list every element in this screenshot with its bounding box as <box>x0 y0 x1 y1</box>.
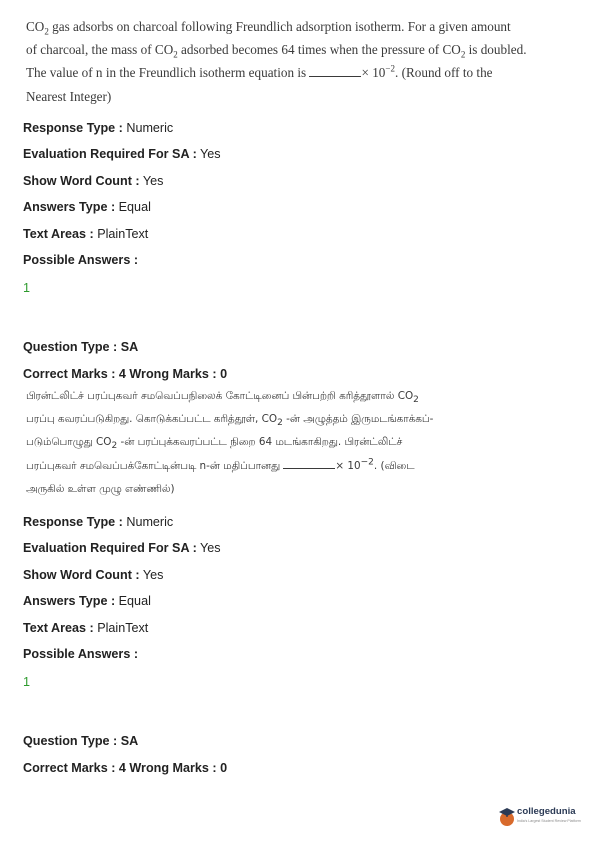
question-1-text <box>26 15 527 108</box>
marks-field: Correct Marks : 4 Wrong Marks : 0 <box>23 367 228 381</box>
question-type-field: Question Type : SA <box>23 340 139 354</box>
text-areas-field: Text Areas : PlainText <box>23 621 149 635</box>
logo-tagline: India's Largest Student Review Platform <box>517 819 581 823</box>
answer-blank <box>283 457 335 469</box>
question-line: Nearest Integer) <box>26 88 112 104</box>
answers-type-field: Answers Type : Equal <box>23 594 151 608</box>
marks-field: Correct Marks : 4 Wrong Marks : 0 <box>23 761 228 775</box>
text-areas-field: Text Areas : PlainText <box>23 227 149 241</box>
logo-name: collegedunia <box>517 806 576 817</box>
answers-type-field: Answers Type : Equal <box>23 200 151 214</box>
evaluation-required-field: Evaluation Required For SA : Yes <box>23 541 221 555</box>
question-line: The value of n in the Freundlich isotherm equation is × $10^{-2}$. (Round off to the <box>26 64 493 81</box>
question-line: of charcoal, the mass of $CO_2$ adsorbed becomes 64 times when the pressure of $CO_2$ is doubled. <box>26 42 527 60</box>
possible-answer-value: 1 <box>23 675 31 689</box>
question-line: அருகில் உள்ள முழு எண்ணில்) <box>26 482 175 495</box>
show-word-count-field: Show Word Count : Yes <box>23 174 164 188</box>
possible-answer-value: 1 <box>23 281 31 295</box>
question-type-field: Question Type : SA <box>23 734 139 748</box>
question-line: பரப்புகவர் சமவெப்பக்கோட்டின்படி n-ன் மதிப்பானது × $10^{-2}$. (விடை <box>26 457 415 472</box>
possible-answers-field: Possible Answers : <box>23 253 139 267</box>
graduation-cap-icon <box>498 806 516 828</box>
response-type-field: Response Type : Numeric <box>23 121 174 135</box>
possible-answers-field: Possible Answers : <box>23 647 139 661</box>
evaluation-required-field: Evaluation Required For SA : Yes <box>23 147 221 161</box>
response-type-field: Response Type : Numeric <box>23 515 174 529</box>
question-line: $CO_2$ gas adsorbs on charcoal following Freundlich adsorption isotherm. For a given amount <box>26 19 511 37</box>
question-2-text <box>26 385 456 501</box>
question-line: படும்பொழுது $CO_2$ -ன் பரப்புக்கவரப்பட்ட நிறை 64 மடங்காகிறது. பிரன்ட்லிட்ச் <box>26 436 403 452</box>
collegedunia-logo <box>498 803 588 833</box>
show-word-count-field: Show Word Count : Yes <box>23 568 164 582</box>
question-line: பரப்பு கவரப்படுகிறது. கொடுக்கப்பட்ட கரித்தூள், $CO_2$ -ன் அழுத்தம் இருமடங்காக்கப்- <box>26 413 434 429</box>
question-line: பிரன்ட்லிட்ச் பரப்புகவர் சமவெப்பநிலைக் கோட்டினைப் பின்பற்றி கரித்தூளால் $CO_2$ <box>26 390 419 406</box>
answer-blank <box>309 65 361 77</box>
